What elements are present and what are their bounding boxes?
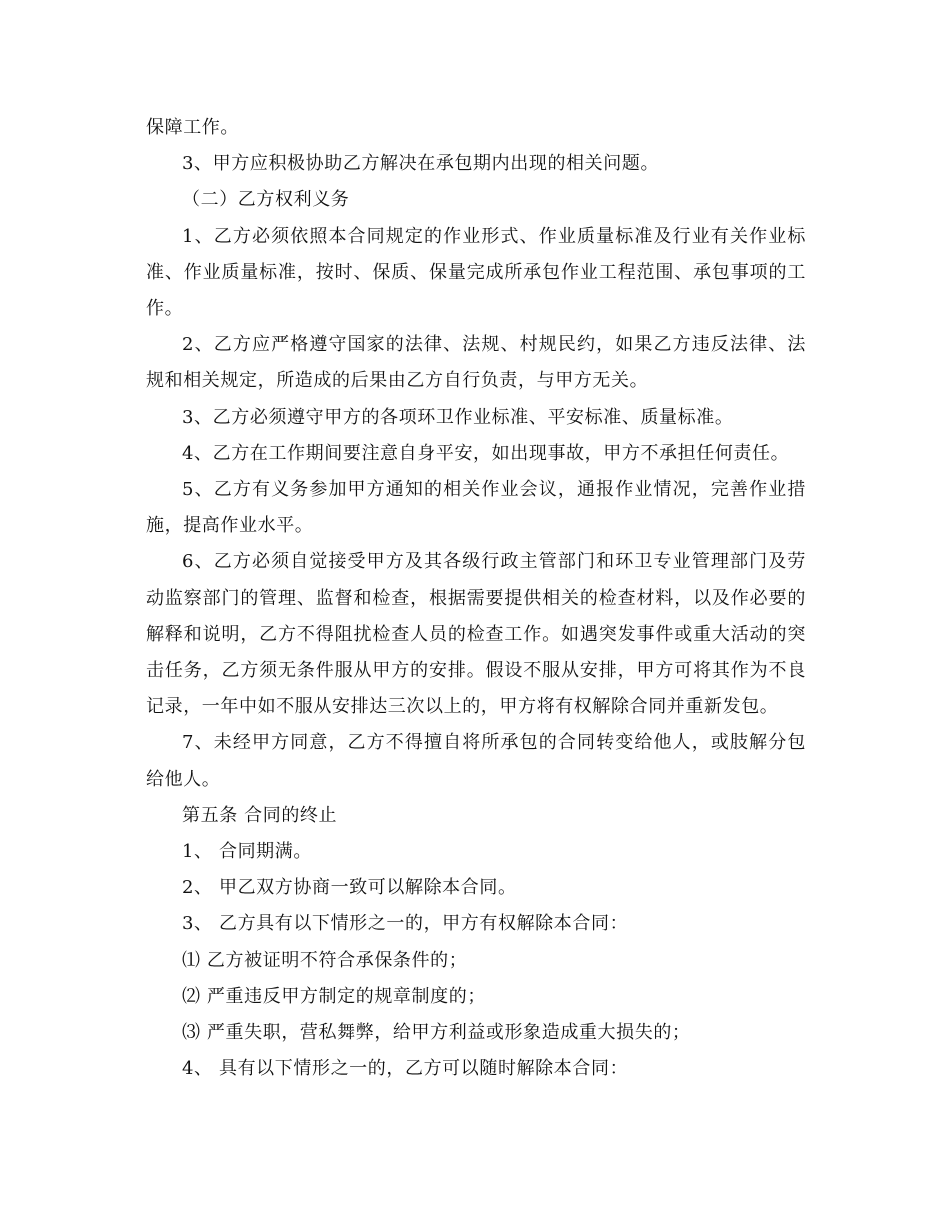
paragraph-10: 7、未经甲方同意，乙方不得擅自将所承包的合同转变给他人，或肢解分包给他人。 — [146, 732, 806, 790]
paragraph-15: ⑴ 乙方被证明不符合承保条件的； — [182, 949, 468, 971]
section-heading-party-b-rights: （二）乙方权利义务 — [182, 189, 350, 211]
paragraph-9: 6、乙方必须自觉接受甲方及其各级行政主管部门和环卫专业管理部门及劳动监察部门的管理、监督和检查，根据需要提供相关的检查材料，以及作必要的解释和说明，乙方不得阻扰检查人员的检查工作。如遇突发事件或重大活动的突击任务，乙方须无条件服从甲方的安排。假设不服从安排，甲方可将其作为不良记录，一年中如不服从安排达三次以上的，甲方将有权解除合同并重新发包。 — [146, 551, 806, 718]
paragraph-12: 1、 合同期满。 — [182, 841, 312, 863]
paragraph-8: 5、乙方有义务参加甲方通知的相关作业会议，通报作业情况，完善作业措施，提高作业水平。 — [146, 479, 806, 537]
paragraph-13: 2、 甲乙双方协商一致可以解除本合同。 — [182, 877, 517, 899]
article-five-heading: 第五条 合同的终止 — [182, 804, 338, 826]
paragraph-5: 2、乙方应严格遵守国家的法律、法规、村规民约，如果乙方违反法律、法规和相关规定，所造成的后果由乙方自行负责，与甲方无关。 — [146, 334, 806, 392]
paragraph-6: 3、乙方必须遵守甲方的各项环卫作业标准、平安标准、质量标准。 — [182, 406, 734, 428]
paragraph-2: 3、甲方应积极协助乙方解决在承包期内出现的相关问题。 — [182, 153, 660, 175]
paragraph-17: ⑶ 严重失职，营私舞弊，给甲方利益或形象造成重大损失的； — [182, 1022, 691, 1044]
paragraph-14: 3、 乙方具有以下情形之一的，甲方有权解除本合同： — [182, 913, 629, 935]
document-page — [146, 110, 806, 1087]
paragraph-18: 4、 具有以下情形之一的，乙方可以随时解除本合同： — [182, 1058, 629, 1080]
paragraph-7: 4、乙方在工作期间要注意自身平安，如出现事故，甲方不承担任何责任。 — [182, 442, 790, 464]
paragraph-16: ⑵ 严重违反甲方制定的规章制度的； — [182, 985, 486, 1007]
paragraph-1: 保障工作。 — [146, 117, 239, 138]
paragraph-4: 1、乙方必须依照本合同规定的作业形式、作业质量标准及行业有关作业标准、作业质量标准，按时、保质、保量完成所承包作业工程范围、承包事项的工作。 — [146, 225, 806, 320]
